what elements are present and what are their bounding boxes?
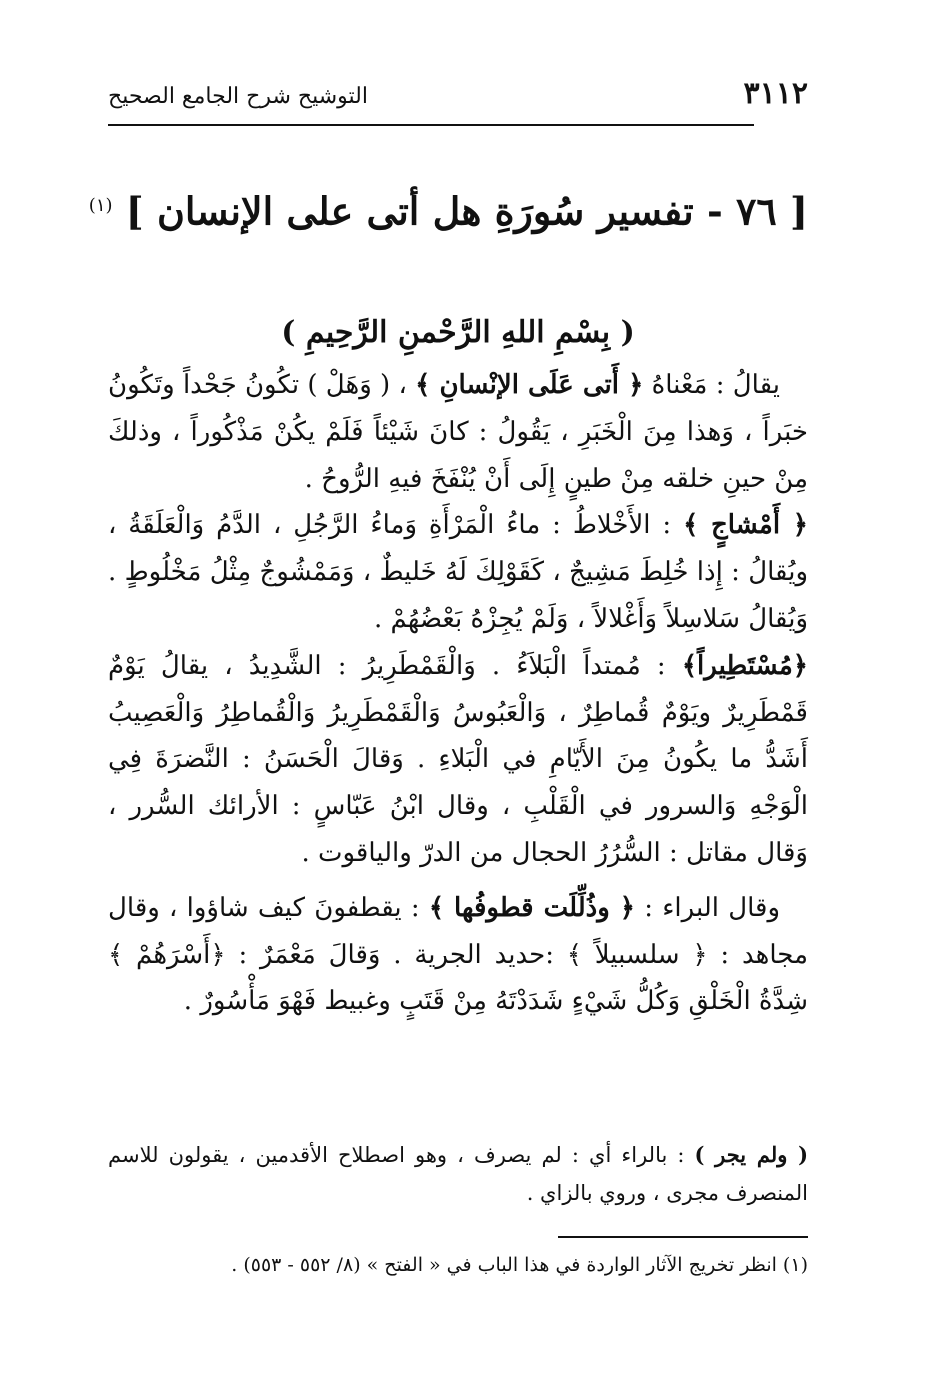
chapter-title-text: [ ٧٦ - تفسير سُورَةِ هل أتى على الإنسان ] (125, 188, 808, 234)
quran-term: ﴿ وذُلِّلَت قطوفُها ﴾ (428, 892, 636, 923)
basmala: ( بِسْمِ اللهِ الرَّحْمنِ الرَّحِيمِ ) (281, 315, 635, 350)
paragraph-amshaj (108, 502, 808, 642)
quran-term: ﴿مُسْتَطِيراً﴾ (681, 650, 808, 681)
commentary-body (108, 362, 808, 1025)
paragraph-text: ، ( وَهَلْ ) تكُونُ جَحْداً وتَكُونُ خبَراً ، وَهذا مِنَ الْخَبَرِ ، يَقُولُ : كانَ شَيْئاً فَلَمْ يكُنْ مَذْكُوراً ، وذلكَ مِنْ حينِ خلقه مِنْ طينٍ إِلَى أَنْ يُنْفَخَ فيهِ الرُّوحُ . (108, 370, 808, 494)
paragraph-text: : يقطفونَ كيف شاؤوا ، وقال مجاهد : ﴿ سلسبيلاً ﴾ :حديد الجرية . وَقالَ مَعْمَرٌ : ﴿أَسْرَهُمْ ﴾ شِدَّةُ الْخَلْقِ وَكُلُّ شَيْءٍ شَدَدْتَهُ مِنْ قَتَبٍ وغبيط فَهْوَ مَأْسُورٌ . (108, 892, 808, 1017)
running-header (108, 74, 808, 120)
footnote-divider (558, 1236, 808, 1238)
paragraph-text: : مُمتداً الْبَلاَءُ . وَالْقَمْطَرِيرُ : الشَّدِيدُ ، يقالُ يَوْمٌ قَمْطَرِيرٌ ويَوْمٌ قُماطِرٌ ، وَالْعَبُوسُ وَالْقَمْطَرِيرُ وَالْقُماطِرُ وَالْعَصِيبُ أَشَدُّ ما يكُونُ مِنَ الأَيّامِ في الْبَلاءِ . وَقالَ الْحَسَنُ : النَّضرَةَ فِي الْوَجْهِ وَالسرور في الْقَلْبِ ، وقال ابْنُ عَبّاسٍ : الأرائك السُّرر ، وَقال مقاتل : السُّرُرُ الحجال من الدرّ والياقوت . (108, 650, 808, 868)
paragraph-text: : الأَخْلاطُ : ماءُ الْمَرْأَةِ وَماءُ الرَّجُلِ ، الدَّمُ وَالْعَلَقَةُ ، ويُقالُ : إِذا خُلِطَ مَشِيجٌ ، كَقَوْلِكَ لَهُ خَليطٌ ، وَمَمْشُوجٌ مِثْلُ مَخْلُوطٍ . وَيُقالُ سَلاسِلاً وَأَغْلالاً ، وَلَمْ يُجِزْهُ بَعْضُهُمْ . (108, 510, 808, 634)
paragraph-qutufuha (108, 885, 808, 1025)
quran-term: ﴿ أَتى عَلَى الإنْسانِ ﴾ (415, 370, 644, 400)
chapter-title (88, 176, 808, 242)
header-divider (108, 124, 754, 126)
paragraph-intro: يقالُ : مَعْناهُ (643, 370, 780, 400)
chapter-footnote-ref: (١) (88, 195, 113, 216)
note-term: ( ولم يجر ) (694, 1142, 809, 1167)
explanatory-note (108, 1136, 808, 1212)
page-number: ٣١١٢ (743, 76, 808, 111)
book-title: التوشيح شرح الجامع الصحيح (108, 84, 368, 109)
paragraph-ata (108, 362, 808, 502)
quran-term: ﴿ أَمْشاجٍ ﴾ (683, 510, 808, 541)
footnote: (١) انظر تخريج الآثار الواردة في هذا الباب في « الفتح » (٨/ ٥٥٢ - ٥٥٣) . (231, 1254, 808, 1276)
paragraph-mustatira (108, 643, 808, 877)
paragraph-intro: وقال البراء : (635, 892, 780, 923)
note-text: : بالراء أي : لم يصرف ، وهو اصطلاح الأقدمين ، يقولون للاسم المنصرف مجرى ، وروي بالزاي . (108, 1143, 808, 1205)
